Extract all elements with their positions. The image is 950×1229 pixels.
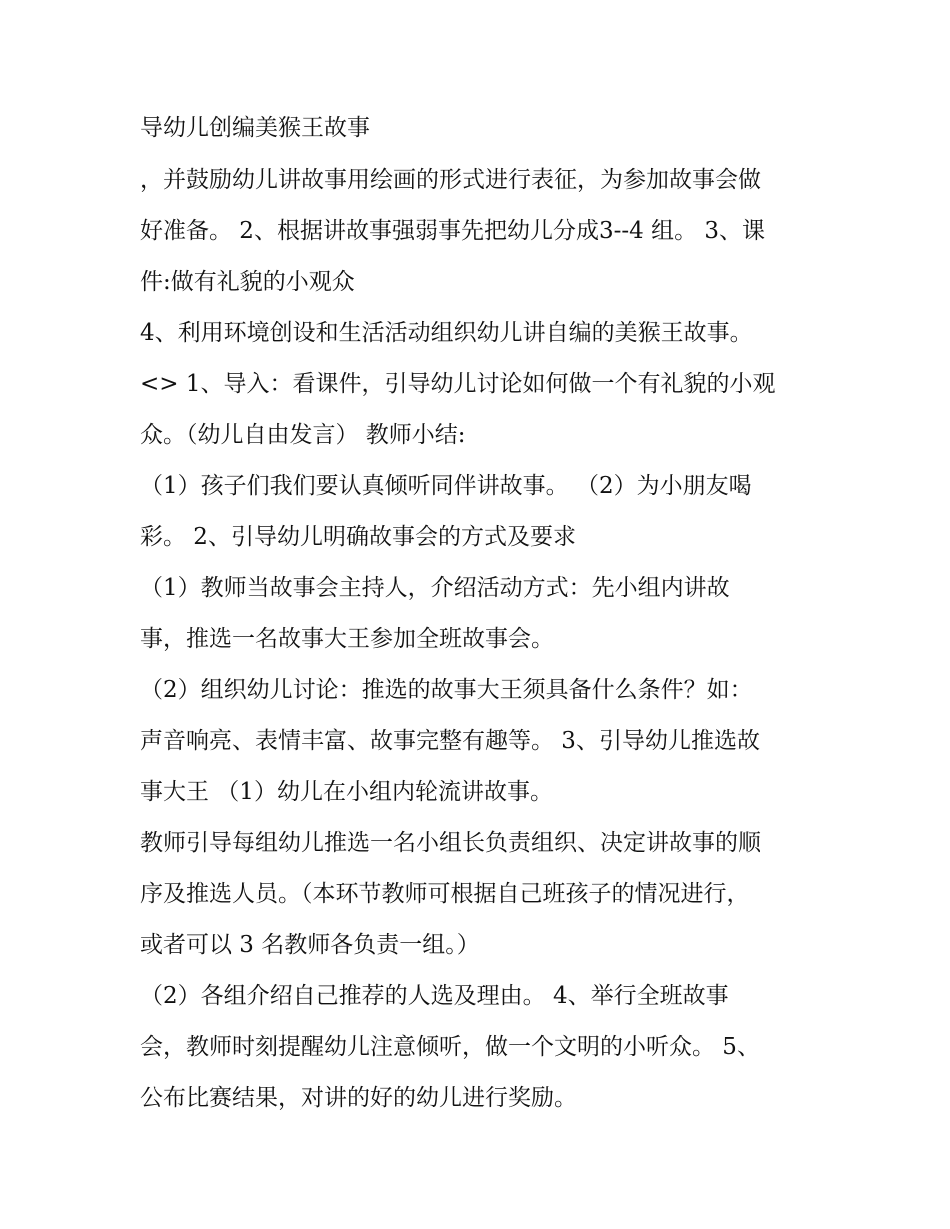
text-line-12: （2）组织幼儿讨论：推选的故事大王须具备什么条件？如： <box>140 677 753 703</box>
text-line-14: 事大王 （1）幼儿在小组内轮流讲故事。 <box>140 779 553 805</box>
text-line-7: 众。（幼儿自由发言） 教师小结: <box>140 422 466 448</box>
text-line-18: （2）各组介绍自己推荐的人选及理由。 4、举行全班故事 <box>140 983 729 1009</box>
text-line-5: 4、利用环境创设和生活活动组织幼儿讲自编的美猴王故事。 <box>140 320 753 346</box>
text-line-4: 件:做有礼貌的小观众 <box>140 269 355 295</box>
text-line-15: 教师引导每组幼儿推选一名小组长负责组织、决定讲故事的顺 <box>140 830 761 856</box>
text-line-10: （1）教师当故事会主持人，介绍活动方式：先小组内讲故 <box>140 575 730 601</box>
text-line-13: 声音响亮、表情丰富、故事完整有趣等。 3、引导幼儿推选故 <box>140 728 760 754</box>
text-line-3: 好准备。 2、根据讲故事强弱事先把幼儿分成3--4 组。 3、课 <box>140 218 766 244</box>
text-line-1: 导幼儿创编美猴王故事 <box>140 115 370 141</box>
text-line-19: 会，教师时刻提醒幼儿注意倾听，做一个文明的小听众。 5、 <box>140 1034 760 1060</box>
text-line-11: 事，推选一名故事大王参加全班故事会。 <box>140 626 554 652</box>
text-line-20: 公布比赛结果，对讲的好的幼儿进行奖励。 <box>140 1085 577 1111</box>
text-line-2: ，并鼓励幼儿讲故事用绘画的形式进行表征，为参加故事会做 <box>140 167 761 193</box>
text-line-16: 序及推选人员。（本环节教师可根据自己班孩子的情况进行， <box>140 881 750 907</box>
text-line-17: 或者可以 3 名教师各负责一组。） <box>140 932 480 958</box>
text-line-8: （1）孩子们我们要认真倾听同伴讲故事。 （2）为小朋友喝 <box>140 473 752 499</box>
text-line-6: <> 1、导入：看课件，引导幼儿讨论如何做一个有礼貌的小观 <box>140 371 776 397</box>
text-line-9: 彩。 2、引导幼儿明确故事会的方式及要求 <box>140 524 576 550</box>
